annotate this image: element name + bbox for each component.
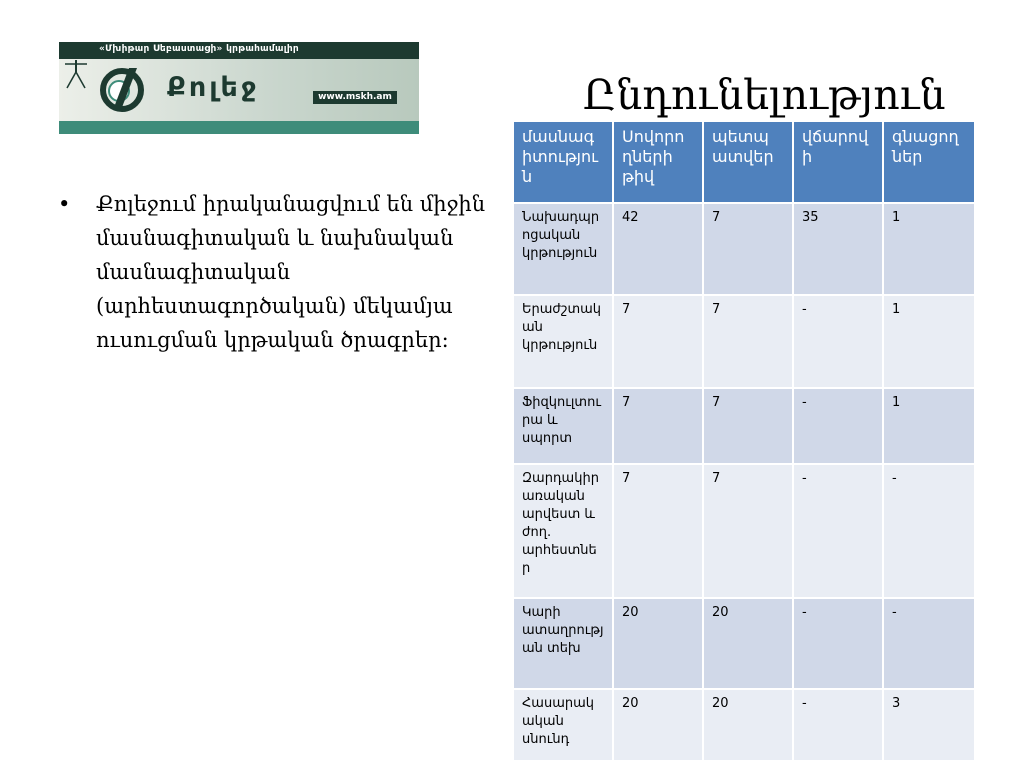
logo-top-strip — [59, 42, 419, 59]
cell-paid: 35 — [793, 203, 883, 295]
bullet-item — [58, 187, 498, 357]
cell-leaving: - — [883, 598, 975, 689]
logo-tagline: «Մխիթար Սեբաստացի» կրթահամալիր — [99, 44, 299, 54]
logo-bottom-strip — [59, 121, 419, 134]
table-row — [513, 203, 975, 295]
cell-state-funded: 20 — [703, 598, 793, 689]
bullet-dot-icon: • — [58, 192, 71, 216]
bullet-list — [58, 187, 498, 357]
cell-specialty: Նախադպրոցական կրթություն — [513, 203, 613, 295]
header-state-funded: պետպատվեր — [703, 121, 793, 203]
header-students-count: Սովորողների թիվ — [613, 121, 703, 203]
logo-emblem-icon — [97, 64, 147, 112]
cell-leaving: 1 — [883, 203, 975, 295]
logo-url: www.mskh.am — [313, 91, 397, 104]
cell-paid: - — [793, 464, 883, 598]
cell-leaving: 1 — [883, 295, 975, 388]
header-leaving: գնացողներ — [883, 121, 975, 203]
header-specialty: մասնագիտություն — [513, 121, 613, 203]
cell-specialty: Ֆիզկուլտուրա և սպորտ — [513, 388, 613, 464]
cell-paid: - — [793, 598, 883, 689]
cell-paid: - — [793, 388, 883, 464]
header-paid: վճարովի — [793, 121, 883, 203]
cell-students-count: 7 — [613, 295, 703, 388]
cell-specialty: Հասարակական սնունդ — [513, 689, 613, 761]
table-header-row — [513, 121, 975, 203]
cell-students-count: 7 — [613, 388, 703, 464]
table-row — [513, 598, 975, 689]
cell-students-count: 42 — [613, 203, 703, 295]
cell-paid: - — [793, 689, 883, 761]
cell-specialty: Կարի ատաղրության տեխ — [513, 598, 613, 689]
bullet-text: Քոլեջում իրականացվում են միջին մասնագիտական և նախնական մասնագիտական (արհեստագործական) մեկամյա ուսուցման կրթական ծրագրեր: — [96, 192, 486, 352]
cell-leaving: 3 — [883, 689, 975, 761]
cell-state-funded: 20 — [703, 689, 793, 761]
college-logo-banner — [59, 42, 419, 134]
cell-state-funded: 7 — [703, 388, 793, 464]
cell-state-funded: 7 — [703, 295, 793, 388]
logo-college-name: Քոլեջ — [167, 72, 260, 103]
cell-state-funded: 7 — [703, 464, 793, 598]
cell-leaving: 1 — [883, 388, 975, 464]
cell-students-count: 20 — [613, 598, 703, 689]
cell-state-funded: 7 — [703, 203, 793, 295]
cell-specialty: Երաժշտական կրթություն — [513, 295, 613, 388]
cell-leaving: - — [883, 464, 975, 598]
cell-paid: - — [793, 295, 883, 388]
table-row — [513, 689, 975, 761]
table-row — [513, 388, 975, 464]
admission-table — [512, 120, 976, 762]
table-row — [513, 464, 975, 598]
slide-title: Ընդունելություն — [583, 71, 946, 119]
table-row — [513, 295, 975, 388]
cell-specialty: Զարդակիրառական արվեստ և ժող. արհեստներ — [513, 464, 613, 598]
cell-students-count: 7 — [613, 464, 703, 598]
cell-students-count: 20 — [613, 689, 703, 761]
logo-figure-icon — [61, 50, 91, 90]
